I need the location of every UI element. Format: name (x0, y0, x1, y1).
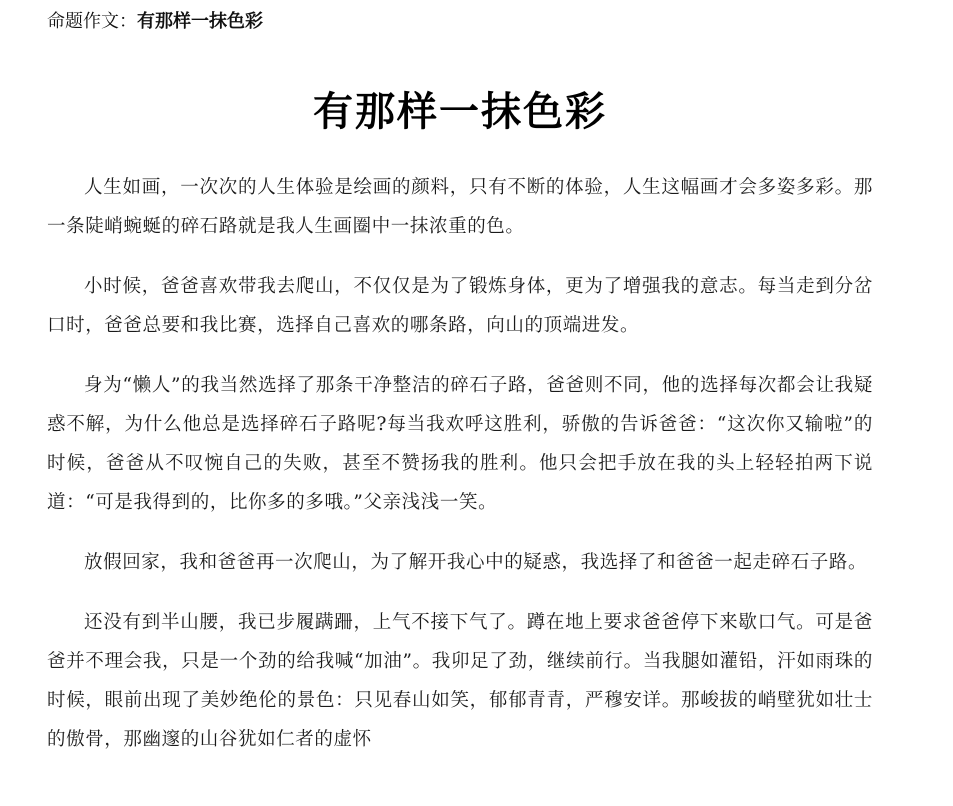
essay-paragraph-3: 身为“懒人”的我当然选择了那条干净整洁的碎石子路，爸爸则不同，他的选择每次都会让我疑惑不解，为什么他总是选择碎石子路呢?每当我欢呼这胜利，骄傲的告诉爸爸：“这次你又输啦”的时候，爸爸从不叹惋自己的失败，甚至不赞扬我的胜利。他只会把手放在我的头上轻轻拍两下说道：“可是我得到的，比你多的多哦。”父亲浅浅一笑。 (47, 375, 873, 513)
essay-title: 有那样一抹色彩 (313, 88, 607, 135)
essay-paragraph-5: 还没有到半山腰，我已步履蹒跚，上气不接下气了。蹲在地上要求爸爸停下来歇口气。可是爸爸并不理会我，只是一个劲的给我喊“加油”。我卯足了劲，继续前行。当我腿如灌铅，汗如雨珠的时候，眼前出现了美妙绝伦的景色：只见春山如笑，郁郁青青，严穆安详。那峻拔的峭壁犹如壮士的傲骨，那幽邃的山谷犹如仁者的虚怀 (47, 612, 873, 750)
document-page (47, 0, 873, 759)
assignment-header (47, 8, 873, 36)
essay-paragraph-1: 人生如画，一次次的人生体验是绘画的颜料，只有不断的体验，人生这幅画才会多姿多彩。那一条陡峭蜿蜒的碎石路就是我人生画圈中一抹浓重的色。 (47, 177, 873, 237)
essay-paragraph-2: 小时候，爸爸喜欢带我去爬山，不仅仅是为了锻炼身体，更为了增强我的意志。每当走到分岔口时，爸爸总要和我比赛，选择自己喜欢的哪条路，向山的顶端进发。 (47, 276, 873, 336)
essay-paragraph-4: 放假回家，我和爸爸再一次爬山，为了解开我心中的疑惑，我选择了和爸爸一起走碎石子路。 (84, 552, 868, 573)
assignment-topic: 有那样一抹色彩 (137, 11, 263, 32)
assignment-type-label: 命题作文： (47, 11, 137, 32)
